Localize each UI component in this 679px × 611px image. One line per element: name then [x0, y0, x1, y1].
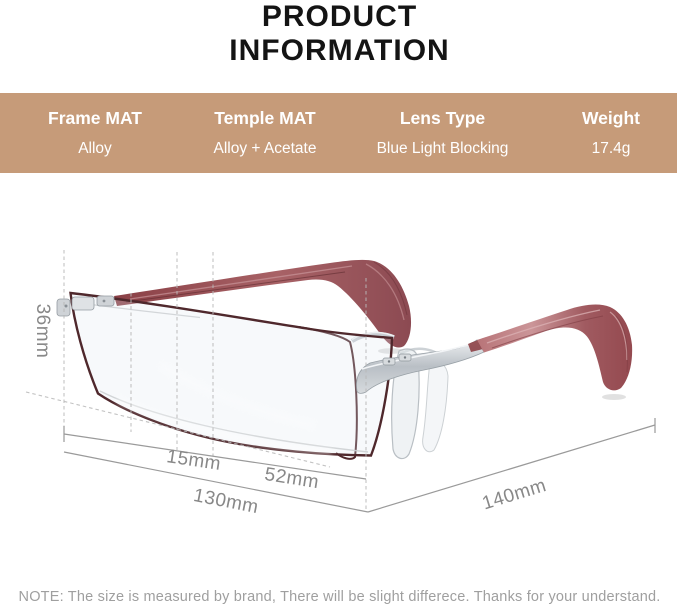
- spec-header: Temple MAT: [214, 108, 316, 128]
- lens-width-label: 52mm: [263, 463, 321, 494]
- page-title-line2: INFORMATION: [229, 34, 450, 67]
- spec-value: Alloy + Acetate: [213, 140, 317, 157]
- spec-header: Lens Type: [399, 108, 486, 128]
- page-title-line1: PRODUCT: [261, 0, 418, 33]
- temple-length-label: 140mm: [479, 475, 549, 515]
- left-lens: [71, 293, 393, 456]
- spec-header: Frame MAT: [48, 108, 142, 128]
- glasses-illustration: [57, 260, 632, 459]
- temple-tip-shadow: [602, 394, 626, 400]
- lens-height-label: 36mm: [31, 303, 53, 359]
- nose-pad: [423, 362, 448, 452]
- spec-value: Blue Light Blocking: [376, 140, 509, 157]
- spec-value: Alloy: [78, 140, 112, 157]
- bridge-width-label: 15mm: [165, 446, 223, 475]
- spec-value: 17.4g: [591, 140, 631, 157]
- spec-header: Weight: [581, 108, 640, 128]
- size-note: NOTE: The size is measured by brand, There will be slight differece. Thanks for your understand.: [18, 589, 661, 605]
- frame-width-label: 130mm: [191, 485, 261, 519]
